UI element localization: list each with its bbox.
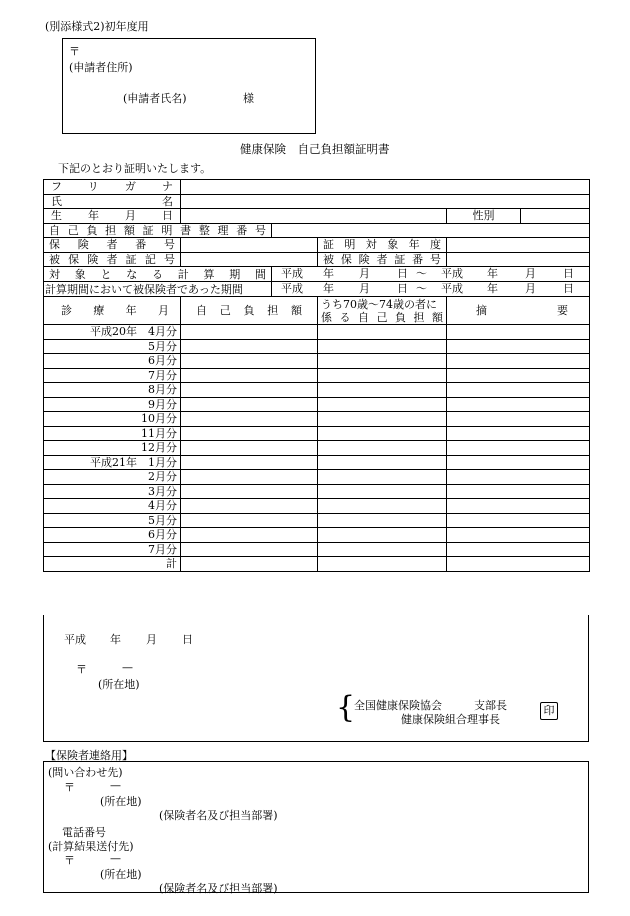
calc-period-value[interactable] bbox=[272, 267, 590, 282]
row-insurer bbox=[44, 238, 590, 253]
age-cell[interactable] bbox=[318, 368, 447, 383]
insured-period-value[interactable] bbox=[272, 282, 590, 297]
total-selfpay[interactable] bbox=[181, 557, 318, 572]
period-era: 平成 bbox=[281, 267, 303, 280]
age-cell[interactable] bbox=[318, 412, 447, 427]
month-row bbox=[44, 542, 590, 557]
period-month: 月 bbox=[359, 267, 370, 280]
month-row bbox=[44, 513, 590, 528]
row-cert-number bbox=[44, 223, 590, 238]
remarks-cell[interactable] bbox=[447, 383, 590, 398]
month-row bbox=[44, 470, 590, 485]
selfpay-cell[interactable] bbox=[181, 513, 318, 528]
insurer-number-label: 保険者番号 bbox=[49, 238, 175, 252]
remarks-cell[interactable] bbox=[447, 499, 590, 514]
age-cell[interactable] bbox=[318, 339, 447, 354]
period-day: 日 bbox=[397, 267, 408, 280]
col-selfpay-header: 自己負担額 bbox=[196, 304, 302, 317]
remarks-cell[interactable] bbox=[447, 368, 590, 383]
row-furigana bbox=[44, 180, 590, 195]
birthdate-value[interactable] bbox=[181, 209, 447, 224]
selfpay-cell[interactable] bbox=[181, 426, 318, 441]
month-label: 3月分 bbox=[44, 484, 181, 499]
postal-mark: 〒 bbox=[69, 45, 80, 58]
month-label: 9月分 bbox=[44, 397, 181, 412]
birthdate-label: 生年月日 bbox=[51, 209, 173, 223]
month-label: 2月分 bbox=[44, 470, 181, 485]
send-insurer: (保険者名及び担当部署) bbox=[159, 882, 278, 895]
remarks-cell[interactable] bbox=[447, 441, 590, 456]
furigana-label: フリガナ bbox=[51, 180, 173, 194]
inquiry-location: (所在地) bbox=[100, 795, 142, 808]
age-cell[interactable] bbox=[318, 513, 447, 528]
signature-box bbox=[43, 615, 589, 742]
brace-icon: { bbox=[336, 690, 356, 725]
age-cell[interactable] bbox=[318, 455, 447, 470]
furigana-value[interactable] bbox=[181, 180, 590, 195]
age-cell[interactable] bbox=[318, 499, 447, 514]
month-row bbox=[44, 368, 590, 383]
address-label: (申請者住所) bbox=[69, 61, 133, 74]
seal-icon: 印 bbox=[540, 702, 558, 720]
remarks-cell[interactable] bbox=[447, 412, 590, 427]
total-age[interactable] bbox=[318, 557, 447, 572]
org2-name: 健康保険組合理事長 bbox=[401, 713, 500, 726]
month-label: 平成20年 4月分 bbox=[44, 325, 181, 340]
month-label: 平成21年 1月分 bbox=[44, 455, 181, 470]
insured-symbol-value[interactable] bbox=[181, 252, 318, 267]
month-label: 6月分 bbox=[44, 528, 181, 543]
age-cell[interactable] bbox=[318, 484, 447, 499]
cert-year-label: 証明対象年度 bbox=[323, 238, 441, 252]
period-era-2: 平成 bbox=[441, 267, 463, 280]
remarks-cell[interactable] bbox=[447, 484, 590, 499]
period-month: 月 bbox=[359, 282, 370, 295]
selfpay-cell[interactable] bbox=[181, 484, 318, 499]
period-era-2: 平成 bbox=[441, 282, 463, 295]
form-label: (別添様式2)初年度用 bbox=[45, 20, 149, 33]
sign-location: (所在地) bbox=[98, 678, 140, 691]
selfpay-cell[interactable] bbox=[181, 325, 318, 340]
month-label: 7月分 bbox=[44, 368, 181, 383]
age-cell[interactable] bbox=[318, 383, 447, 398]
selfpay-cell[interactable] bbox=[181, 542, 318, 557]
month-row bbox=[44, 499, 590, 514]
col-remarks-header: 摘要 bbox=[476, 304, 569, 317]
intro-text: 下記のとおり証明いたします。 bbox=[58, 162, 212, 175]
selfpay-cell[interactable] bbox=[181, 499, 318, 514]
col-age-header-2: 係る自己負担額 bbox=[321, 310, 443, 324]
month-row bbox=[44, 455, 590, 470]
col-age-header-1: うち70歳〜74歳の者に bbox=[321, 297, 437, 311]
row-insured bbox=[44, 252, 590, 267]
age-cell[interactable] bbox=[318, 528, 447, 543]
cert-year-value[interactable] bbox=[447, 238, 590, 253]
month-row bbox=[44, 441, 590, 456]
inquiry-insurer: (保険者名及び担当部署) bbox=[159, 809, 278, 822]
address-box bbox=[62, 38, 316, 134]
contact-heading: 【保険者連絡用】 bbox=[45, 749, 133, 762]
selfpay-cell[interactable] bbox=[181, 528, 318, 543]
month-label: 10月分 bbox=[44, 412, 181, 427]
sign-era: 平成 bbox=[64, 633, 86, 646]
sex-value[interactable] bbox=[521, 209, 590, 224]
selfpay-cell[interactable] bbox=[181, 368, 318, 383]
period-tilde: 〜 bbox=[416, 282, 427, 295]
row-name bbox=[44, 194, 590, 209]
period-year: 年 bbox=[323, 282, 334, 295]
insured-number-value[interactable] bbox=[447, 252, 590, 267]
remarks-cell[interactable] bbox=[447, 354, 590, 369]
selfpay-cell[interactable] bbox=[181, 412, 318, 427]
period-era: 平成 bbox=[281, 282, 303, 295]
age-cell[interactable] bbox=[318, 542, 447, 557]
row-birthdate bbox=[44, 209, 590, 224]
selfpay-cell[interactable] bbox=[181, 354, 318, 369]
month-row bbox=[44, 397, 590, 412]
name-label: 氏名 bbox=[51, 194, 173, 208]
org1-role: 支部長 bbox=[474, 699, 507, 712]
period-year-2: 年 bbox=[487, 267, 498, 280]
cert-number-value[interactable] bbox=[272, 223, 590, 238]
page-title: 健康保険 自己負担額証明書 bbox=[240, 142, 390, 156]
period-year-2: 年 bbox=[487, 282, 498, 295]
period-month-2: 月 bbox=[525, 267, 536, 280]
remarks-cell[interactable] bbox=[447, 325, 590, 340]
certificate-table bbox=[43, 179, 590, 572]
selfpay-cell[interactable] bbox=[181, 383, 318, 398]
org1-name: 全国健康保険協会 bbox=[354, 699, 442, 712]
age-cell[interactable] bbox=[318, 441, 447, 456]
period-day-2: 日 bbox=[563, 267, 574, 280]
sign-month: 月 bbox=[146, 633, 157, 646]
total-remarks[interactable] bbox=[447, 557, 590, 572]
total-label: 計 bbox=[44, 557, 181, 572]
inquiry-postal: 〒 bbox=[64, 781, 75, 794]
applicant-name-label: (申請者氏名) bbox=[123, 92, 187, 105]
month-label: 5月分 bbox=[44, 513, 181, 528]
sign-year: 年 bbox=[110, 633, 121, 646]
insured-number-label: 被保険者証番号 bbox=[323, 252, 441, 266]
month-label: 11月分 bbox=[44, 426, 181, 441]
insurer-number-value[interactable] bbox=[181, 238, 318, 253]
month-label: 12月分 bbox=[44, 441, 181, 456]
selfpay-cell[interactable] bbox=[181, 441, 318, 456]
remarks-cell[interactable] bbox=[447, 528, 590, 543]
month-row bbox=[44, 354, 590, 369]
period-day-2: 日 bbox=[563, 282, 574, 295]
cert-number-label: 自己負担額証明書整理番号 bbox=[49, 223, 266, 237]
age-cell[interactable] bbox=[318, 325, 447, 340]
month-row bbox=[44, 325, 590, 340]
month-row bbox=[44, 412, 590, 427]
inquiry-dash: — bbox=[110, 779, 121, 792]
month-row bbox=[44, 484, 590, 499]
inquiry-label: (問い合わせ先) bbox=[48, 766, 123, 779]
period-year: 年 bbox=[323, 267, 334, 280]
remarks-cell[interactable] bbox=[447, 542, 590, 557]
month-row bbox=[44, 383, 590, 398]
remarks-cell[interactable] bbox=[447, 513, 590, 528]
age-cell[interactable] bbox=[318, 397, 447, 412]
sign-postal: 〒 bbox=[76, 663, 87, 676]
col-month-header: 診療年月 bbox=[61, 304, 169, 317]
month-label: 6月分 bbox=[44, 354, 181, 369]
row-insured-period bbox=[44, 282, 590, 297]
send-postal: 〒 bbox=[64, 854, 75, 867]
month-label: 8月分 bbox=[44, 383, 181, 398]
phone-label: 電話番号 bbox=[62, 826, 106, 839]
period-day: 日 bbox=[397, 282, 408, 295]
send-location: (所在地) bbox=[100, 868, 142, 881]
selfpay-cell[interactable] bbox=[181, 339, 318, 354]
row-column-headers bbox=[44, 297, 590, 325]
month-row bbox=[44, 426, 590, 441]
remarks-cell[interactable] bbox=[447, 397, 590, 412]
remarks-cell[interactable] bbox=[447, 426, 590, 441]
age-cell[interactable] bbox=[318, 426, 447, 441]
selfpay-cell[interactable] bbox=[181, 455, 318, 470]
period-tilde: 〜 bbox=[416, 267, 427, 280]
month-row bbox=[44, 339, 590, 354]
period-month-2: 月 bbox=[525, 282, 536, 295]
month-label: 5月分 bbox=[44, 339, 181, 354]
calc-period-label: 対象となる計算期間 bbox=[49, 267, 266, 281]
age-cell[interactable] bbox=[318, 354, 447, 369]
sign-dash: — bbox=[122, 661, 133, 674]
insured-symbol-label: 被保険者証記号 bbox=[49, 252, 175, 266]
selfpay-cell[interactable] bbox=[181, 397, 318, 412]
remarks-cell[interactable] bbox=[447, 470, 590, 485]
name-value[interactable] bbox=[181, 194, 590, 209]
row-total bbox=[44, 557, 590, 572]
row-calc-period bbox=[44, 267, 590, 282]
sex-label: 性別 bbox=[447, 209, 521, 224]
sign-day: 日 bbox=[182, 633, 193, 646]
age-cell[interactable] bbox=[318, 470, 447, 485]
remarks-cell[interactable] bbox=[447, 339, 590, 354]
month-label: 4月分 bbox=[44, 499, 181, 514]
insured-period-label: 計算期間において被保険者であった期間 bbox=[45, 282, 243, 296]
send-dash: — bbox=[110, 852, 121, 865]
month-row bbox=[44, 528, 590, 543]
remarks-cell[interactable] bbox=[447, 455, 590, 470]
contact-box bbox=[43, 761, 589, 893]
honorific: 様 bbox=[243, 92, 254, 105]
send-to-label: (計算結果送付先) bbox=[48, 840, 134, 853]
selfpay-cell[interactable] bbox=[181, 470, 318, 485]
month-label: 7月分 bbox=[44, 542, 181, 557]
